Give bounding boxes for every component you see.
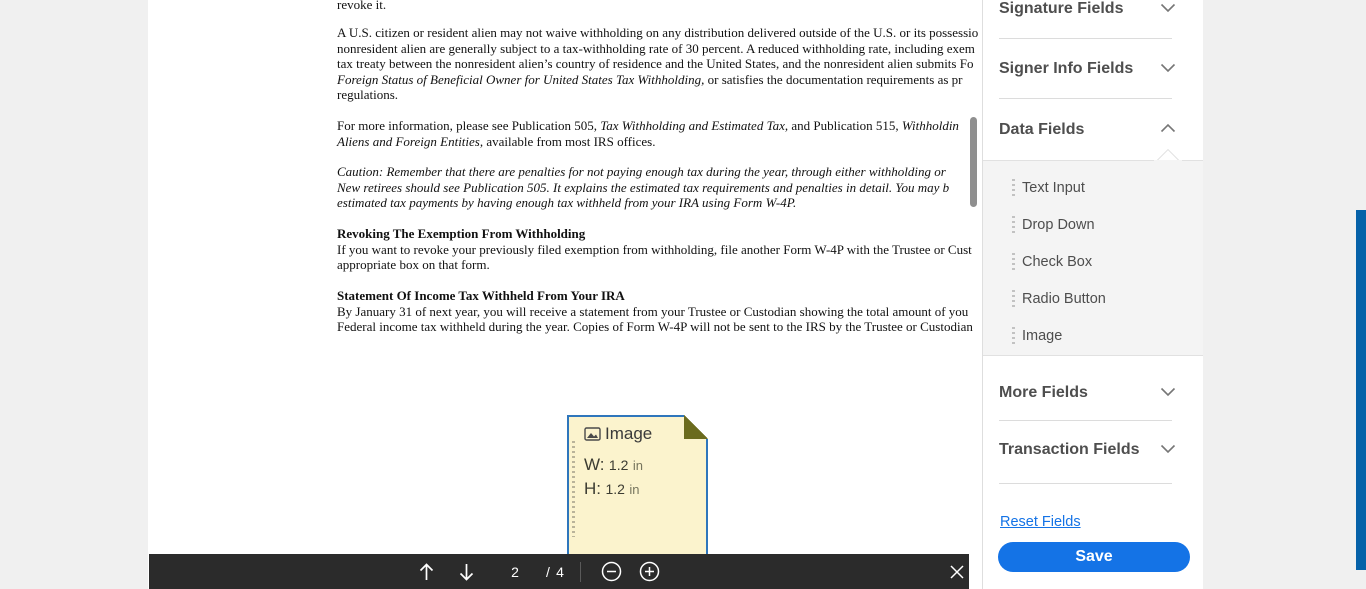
- doc-text-fragment: revoke it.: [337, 0, 387, 12]
- drag-handle-icon: [1012, 253, 1015, 270]
- next-page-button[interactable]: [453, 554, 479, 589]
- doc-paragraph-caution: [337, 164, 982, 211]
- field-item-drop-down[interactable]: [983, 215, 1203, 235]
- chevron-down-icon[interactable]: [1160, 387, 1176, 397]
- doc-text-regular: and Publication 515,: [788, 118, 902, 133]
- image-field-placeholder[interactable]: [567, 415, 708, 556]
- doc-text-line: estimated tax payments by having enough tax withheld from your IRA using Form W-4P.: [337, 195, 797, 211]
- zoom-in-button[interactable]: [637, 554, 661, 589]
- section-signature-fields[interactable]: Signature Fields: [999, 0, 1124, 17]
- doc-text-italic: Foreign Status of Beneficial Owner for United States Tax Withholding,: [337, 71, 705, 87]
- field-item-radio-button[interactable]: [983, 289, 1203, 309]
- doc-text-line: regulations.: [337, 87, 399, 103]
- panel-border: [983, 160, 1154, 161]
- arrow-up-icon: [418, 562, 435, 582]
- field-drag-handle[interactable]: [572, 441, 575, 537]
- current-page-number[interactable]: 2: [511, 563, 519, 580]
- doc-text-line: appropriate box on that form.: [337, 257, 490, 273]
- drag-handle-icon: [1012, 216, 1015, 233]
- toolbar-divider: [580, 562, 581, 582]
- doc-text-line: [337, 72, 982, 88]
- document-scrollbar-thumb[interactable]: [970, 117, 977, 207]
- doc-text-regular: For more information, please see Publication 505,: [337, 118, 601, 133]
- height-value: 1.2: [605, 481, 625, 497]
- panel-border: [1182, 160, 1203, 161]
- right-edge-scrollbar[interactable]: [1356, 210, 1366, 570]
- field-item-label: Image: [1022, 328, 1063, 344]
- section-signer-info-fields[interactable]: Signer Info Fields: [999, 60, 1134, 77]
- image-field-title: Image: [605, 424, 653, 443]
- total-page-count: 4: [556, 563, 564, 580]
- doc-text-line: Caution: Remember that there are penalties for not paying enough tax during the year, through either withholding or: [337, 164, 946, 179]
- field-item-label: Drop Down: [1022, 217, 1095, 233]
- fields-sidebar: [982, 0, 1203, 589]
- doc-section-statement: [337, 288, 982, 335]
- data-fields-panel: [983, 160, 1203, 356]
- doc-text-italic: Tax Withholding and Estimated Tax,: [600, 118, 789, 133]
- image-field-header: [584, 424, 652, 444]
- save-button[interactable]: Save: [998, 542, 1190, 572]
- arrow-down-icon: [458, 562, 475, 582]
- width-value: 1.2: [608, 457, 629, 473]
- chevron-down-icon[interactable]: [1160, 444, 1176, 454]
- sidebar-divider: [999, 38, 1172, 39]
- doc-text-line: nonresident alien are generally subject to a tax-withholding rate of 30 percent. A reduced withholding rate, including exem: [337, 40, 975, 56]
- field-item-label: Check Box: [1022, 254, 1093, 270]
- doc-text-line: If you want to revoke your previously filed exemption from withholding, file another Form W-4P with the Trustee or Cust: [337, 241, 972, 257]
- zoom-out-button[interactable]: [599, 554, 623, 589]
- field-item-image[interactable]: [983, 326, 1203, 346]
- field-corner-fold: [684, 415, 708, 439]
- doc-text-line: [337, 118, 982, 134]
- field-item-label: Radio Button: [1022, 291, 1106, 307]
- drag-handle-icon: [1012, 179, 1015, 196]
- field-item-text-input[interactable]: [983, 178, 1203, 198]
- doc-section-revoking: [337, 226, 982, 273]
- doc-paragraph-withholding: [337, 25, 982, 103]
- sidebar-divider: [999, 420, 1172, 421]
- doc-text-line: tax treaty between the nonresident alien’s country of residence and the United States, and the nonresident alien submits Fo: [337, 56, 974, 72]
- chevron-down-icon[interactable]: [1160, 63, 1176, 73]
- doc-text-italic: Withholdin: [901, 118, 959, 133]
- width-label: W:: [584, 455, 605, 474]
- section-more-fields[interactable]: More Fields: [999, 384, 1088, 401]
- sidebar-divider: [999, 98, 1172, 99]
- drag-handle-icon: [1012, 290, 1015, 307]
- image-icon: [584, 427, 601, 441]
- reset-fields-link[interactable]: Reset Fields: [1000, 514, 1081, 530]
- doc-text-line: A U.S. citizen or resident alien may not waive withholding on any distribution delivered outside of the U.S. or its possessio: [337, 25, 979, 40]
- sidebar-divider: [999, 483, 1172, 484]
- page-navigation-toolbar: [149, 554, 969, 589]
- doc-paragraph-publications: [337, 118, 982, 149]
- doc-text-regular: or satisfies the documentation requirements as pr: [704, 71, 963, 87]
- height-label: H:: [584, 479, 601, 498]
- chevron-down-icon[interactable]: [1160, 3, 1176, 13]
- chevron-up-icon[interactable]: [1160, 123, 1176, 133]
- close-toolbar-button[interactable]: [945, 554, 969, 589]
- image-field-height: [584, 479, 640, 499]
- zoom-out-icon: [601, 561, 622, 582]
- panel-notch: [1154, 149, 1182, 160]
- section-transaction-fields[interactable]: Transaction Fields: [999, 441, 1140, 458]
- doc-section-heading: Statement Of Income Tax Withheld From Your IRA: [337, 288, 625, 303]
- section-data-fields[interactable]: Data Fields: [999, 121, 1085, 138]
- doc-section-heading: Revoking The Exemption From Withholding: [337, 226, 586, 241]
- width-unit: in: [632, 458, 643, 473]
- doc-text-line: [337, 134, 982, 150]
- close-icon: [949, 564, 965, 580]
- page-count-divider: /: [546, 563, 550, 580]
- previous-page-button[interactable]: [413, 554, 439, 589]
- zoom-in-icon: [639, 561, 660, 582]
- document-page: [148, 0, 982, 589]
- field-item-check-box[interactable]: [983, 252, 1203, 272]
- height-unit: in: [629, 482, 640, 497]
- doc-text-line: By January 31 of next year, you will receive a statement from your Trustee or Custodian showing the total amount of you: [337, 303, 969, 319]
- doc-text-regular: available from most IRS offices.: [483, 133, 656, 149]
- image-field-width: [584, 455, 643, 475]
- doc-text-line: Federal income tax withheld during the year. Copies of Form W-4P will not be sent to the IRS by the Trustee or Custodian: [337, 319, 973, 335]
- drag-handle-icon: [1012, 327, 1015, 344]
- doc-text-italic: Aliens and Foreign Entities,: [337, 133, 484, 149]
- doc-text-line: New retirees should see Publication 505. It explains the estimated tax requirements and penalties in detail. You may b: [337, 179, 950, 195]
- field-item-label: Text Input: [1022, 180, 1085, 196]
